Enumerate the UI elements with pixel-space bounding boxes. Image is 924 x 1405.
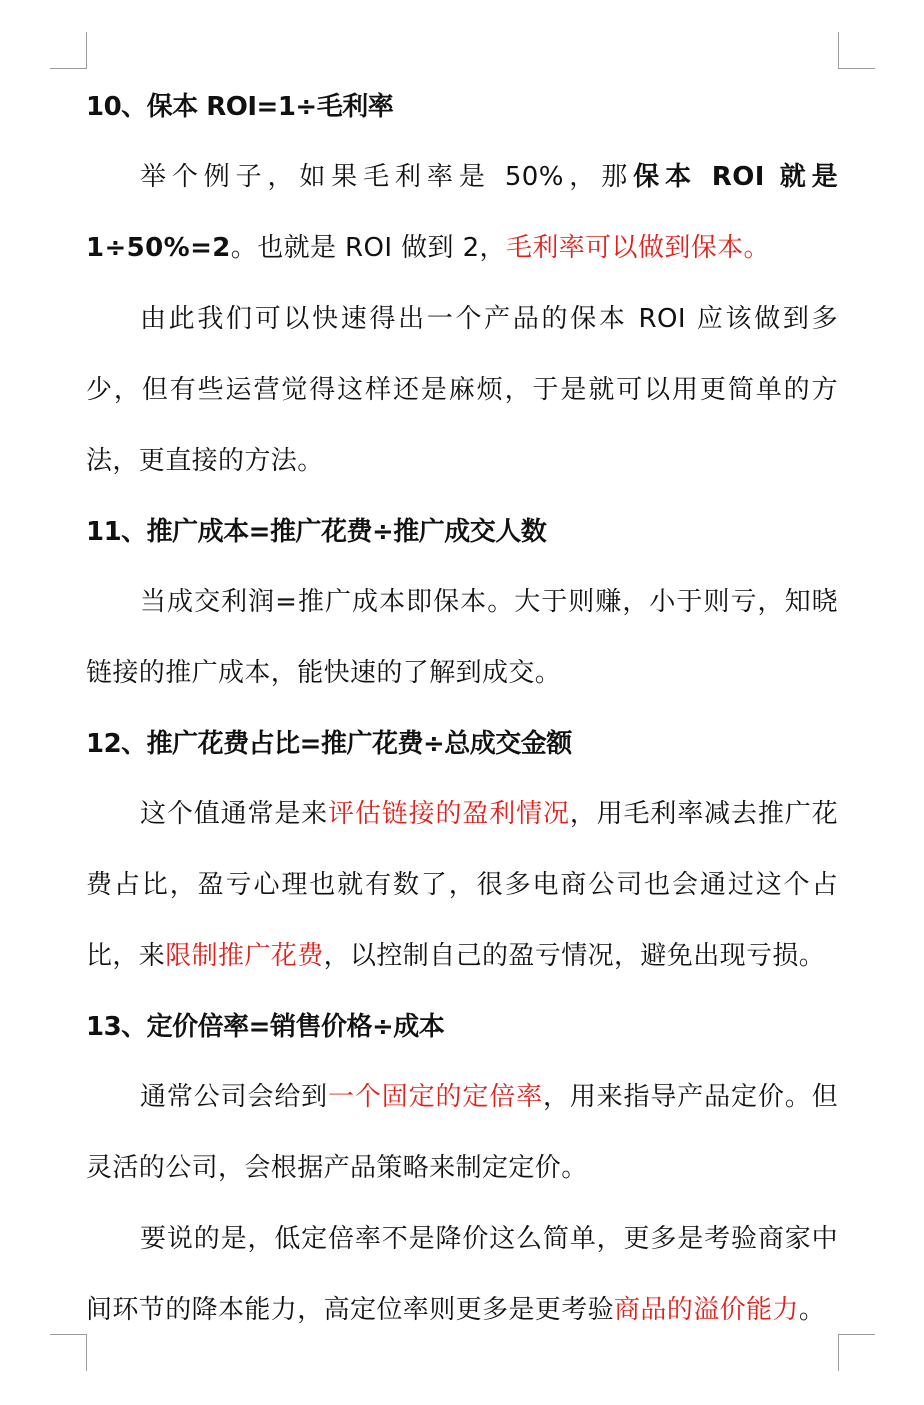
section-10-p1-text-c: 。也就是 ROI 做到 2，: [230, 233, 506, 263]
section-12-heading: 12、推广花费占比=推广花费÷总成交金额: [86, 729, 572, 759]
section-13-p2-text-a: 要说的是，低定倍率不是降价这么简单，更多是考验商家中间环节的降本能力，高定位率则更多是更考验: [86, 1224, 838, 1325]
page-corner-mark-top-right: [838, 32, 875, 69]
page-corner-mark-bottom-left: [50, 1334, 87, 1371]
section-11-paragraph-1: 当成交利润=推广成本即保本。大于则赚，小于则亏，知晓链接的推广成本，能快速的了解到成交。: [86, 587, 838, 688]
page-corner-mark-top-left: [50, 32, 87, 69]
section-10-p1-text-a: 举个例子，如果毛利率是 50%，那: [140, 162, 634, 192]
section-10-p1-highlight: 毛利率可以做到保本。: [505, 233, 770, 263]
section-13-p2-highlight: 商品的溢价能力: [614, 1295, 799, 1325]
section-10-p1-bold-formula: 保本 ROI 就是 1÷50%=2: [86, 162, 838, 263]
page-corner-mark-bottom-right: [838, 1334, 875, 1371]
section-13-heading: 13、定价倍率=销售价格÷成本: [86, 1012, 445, 1042]
section-12-p1-highlight-2: 限制推广花费: [165, 941, 324, 971]
section-12-p1-highlight-1: 评估链接的盈利情况: [328, 799, 570, 829]
section-13-paragraph-2: [86, 1204, 838, 1346]
section-13-p1-highlight: 一个固定的定倍率: [328, 1082, 543, 1112]
section-10-paragraph-1: [86, 142, 838, 284]
section-10-paragraph-2: 由此我们可以快速得出一个产品的保本 ROI 应该做到多少，但有些运营觉得这样还是麻烦，于是就可以用更简单的方法，更直接的方法。: [86, 304, 838, 476]
section-12-p1-text-e: ，以控制自己的盈亏情况，避免出现亏损。: [323, 941, 826, 971]
section-12-paragraph-1: [86, 779, 838, 992]
section-13-p1-text-c: ，用来指导产品定价。但灵活的公司，会根据产品策略来制定定价。: [86, 1082, 838, 1183]
section-12-p1-text-a: 这个值通常是来: [140, 799, 329, 829]
section-13-p1-text-a: 通常公司会给到: [140, 1082, 329, 1112]
section-12-p1-text-c: ，用毛利率减去推广花费占比，盈亏心理也就有数了，很多电商公司也会通过这个占比，来: [86, 799, 838, 971]
section-11-heading: 11、推广成本=推广花费÷推广成交人数: [86, 517, 547, 547]
section-13-paragraph-1: [86, 1062, 838, 1204]
section-10-heading: 10、保本 ROI=1÷毛利率: [86, 92, 394, 122]
section-13-p2-text-c: 。: [798, 1295, 826, 1325]
document-body: [86, 72, 838, 1346]
